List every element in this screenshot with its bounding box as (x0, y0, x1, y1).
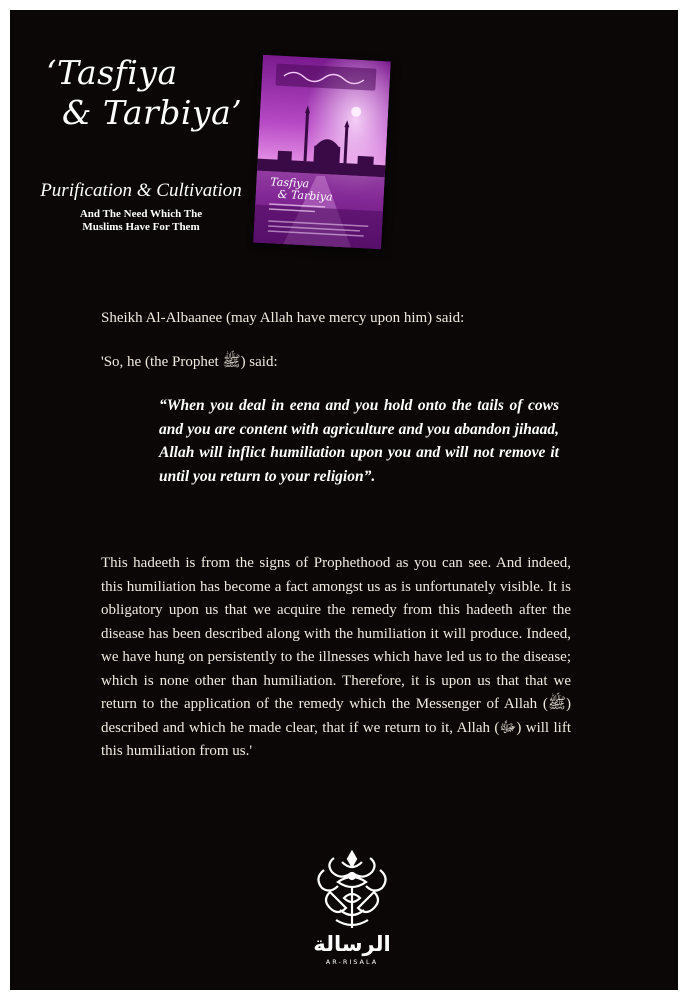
body-paragraph: This hadeeth is from the signs of Prophethood as you can see. And indeed, this humiliation has become a fact amongst us as is unfortunately visible. It is obligatory upon us that we acquire the remedy from this hadeeth after the disease has been described along with the humiliation it will produce. Indeed, we have hung on persistently to the illnesses which have led us to the disease; which is none other than humiliation. Therefore, it is upon us that that we return to the application of the remedy which the Messenger of Allah (ﷺ) described and which he made clear, that if we return to it, Allah (ﷻ) will lift this humiliation from us.' (101, 555, 572, 759)
cover-title-line-1: Tasfiya (270, 175, 310, 191)
cover-title-line-2: & Tarbiya (277, 187, 333, 204)
speech-open-line: 'So, he (the Prophet ﷺ) said: (101, 354, 278, 370)
book-cover-image (253, 55, 391, 249)
book-tagline (36, 208, 246, 234)
page (10, 10, 678, 990)
intro-line: Sheikh Al-Albaanee (may Allah have mercy upon him) said: (101, 310, 465, 326)
book-subtitle: Purification & Cultivation (40, 180, 242, 201)
publisher-name: AR-RISALA (325, 958, 379, 966)
book-title (46, 53, 242, 133)
tagline-line-1: And The Need Which The (79, 208, 203, 220)
publisher-arabic-name: الرسالة (313, 932, 391, 956)
tagline-line-2: Muslims Have For Them (82, 221, 200, 233)
hadith-quote: “When you deal in eena and you hold onto the tails of cows and you are content with agriculture and you abandon jihaad, Allah will inflict humiliation upon you and will not remove it until you return to your religion”. (159, 397, 559, 485)
title-line-1: ‘Tasfiya (46, 53, 178, 92)
title-line-2: & Tarbiya’ (62, 93, 243, 132)
